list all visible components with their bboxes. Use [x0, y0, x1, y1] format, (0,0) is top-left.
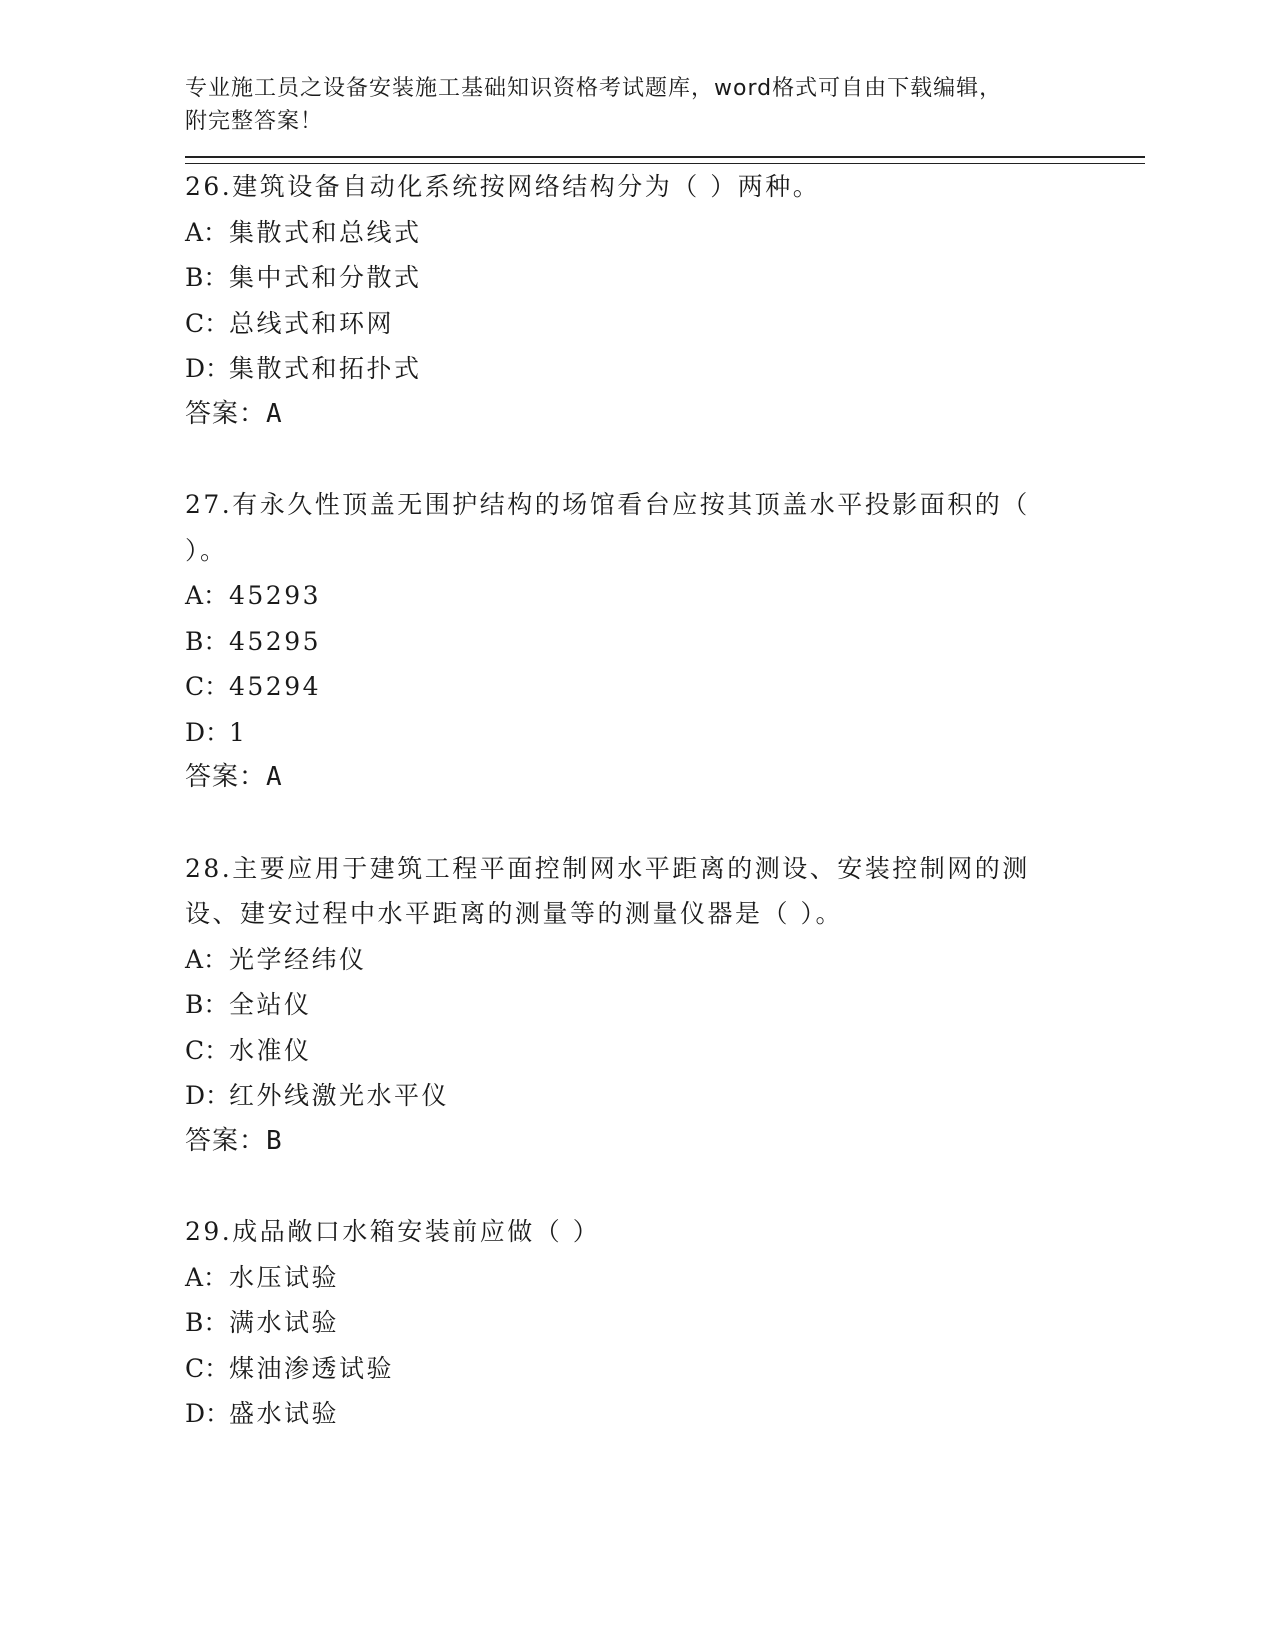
- option-text: 水压试验: [229, 1262, 340, 1292]
- option-letter: D：: [185, 1399, 231, 1428]
- answer-option: [185, 619, 1145, 665]
- question-block: [185, 846, 1145, 1165]
- question-stem-line: ）。: [185, 535, 228, 565]
- question-gap: [185, 801, 1145, 846]
- option-letter: A：: [185, 581, 229, 610]
- option-text: 45294: [229, 672, 322, 701]
- answer-option: [185, 937, 1145, 983]
- question-stem-line: 27.有永久性顶盖无围护结构的场馆看台应按其顶盖水平投影面积的（: [185, 490, 1030, 519]
- option-text: 45293: [229, 581, 322, 610]
- answer-option: [185, 1255, 1145, 1301]
- question-stem-line: 29.成品敞口水箱安装前应做（ ）: [185, 1217, 601, 1246]
- option-letter: D：: [185, 354, 231, 383]
- answer-value: A: [266, 762, 283, 792]
- question-block: [185, 1209, 1145, 1437]
- option-text: 满水试验: [229, 1308, 340, 1337]
- option-letter: D：: [185, 1081, 231, 1110]
- option-text: 煤油渗透试验: [229, 1353, 395, 1383]
- answer-line: [185, 755, 1145, 801]
- option-text: 集散式和拓扑式: [229, 354, 422, 383]
- answer-option: [185, 301, 1145, 347]
- question-stem-line: 设、建安过程中水平距离的测量等的测量仪器是（ ）。: [185, 899, 843, 928]
- question-block: [185, 164, 1145, 437]
- answer-value: A: [266, 398, 283, 429]
- option-letter: B：: [185, 990, 229, 1019]
- header-line-1: 专业施工员之设备安装施工基础知识资格考试题库，word格式可自由下载编辑，: [185, 76, 1003, 101]
- answer-option: [185, 1073, 1145, 1119]
- option-letter: B：: [185, 263, 229, 292]
- option-letter: A：: [185, 217, 229, 247]
- answer-line: [185, 392, 1145, 438]
- answer-option: [185, 1391, 1145, 1437]
- question-stem-line: 26.建筑设备自动化系统按网络结构分为（ ）两种。: [185, 172, 821, 201]
- question-block: [185, 482, 1145, 801]
- option-letter: C：: [185, 1353, 230, 1383]
- answer-option: [185, 573, 1145, 619]
- option-text: 盛水试验: [229, 1399, 340, 1428]
- answer-option: [185, 255, 1145, 301]
- answer-option: [185, 1346, 1145, 1392]
- answer-label: 答案：: [185, 762, 267, 792]
- header-double-rule: [185, 156, 1145, 164]
- answer-option: [185, 1300, 1145, 1346]
- answer-option: [185, 1028, 1145, 1074]
- option-text: 集散式和总线式: [229, 217, 422, 247]
- answer-label: 答案：: [185, 398, 267, 429]
- option-text: 光学经纬仪: [229, 944, 367, 974]
- answer-label: 答案：: [185, 1125, 267, 1156]
- answer-option: [185, 346, 1145, 392]
- question-gap: [185, 437, 1145, 482]
- answer-value: B: [266, 1125, 283, 1156]
- option-letter: B：: [185, 626, 229, 656]
- option-text: 集中式和分散式: [229, 263, 422, 292]
- option-letter: C：: [185, 308, 230, 338]
- option-text: 45295: [229, 626, 322, 656]
- header-line-2: 附完整答案！: [185, 109, 324, 134]
- question-stem-line: 28.主要应用于建筑工程平面控制网水平距离的测设、安装控制网的测: [185, 853, 1030, 883]
- answer-line: [185, 1119, 1145, 1165]
- option-letter: C：: [185, 1035, 230, 1065]
- option-text: 红外线激光水平仪: [229, 1081, 450, 1110]
- option-text: 水准仪: [229, 1035, 312, 1065]
- option-text: 总线式和环网: [229, 308, 395, 338]
- document-page: [185, 72, 1145, 1437]
- option-letter: A：: [185, 1262, 229, 1292]
- option-text: 1: [229, 717, 248, 747]
- answer-option: [185, 210, 1145, 256]
- answer-option: [185, 982, 1145, 1028]
- question-gap: [185, 1164, 1145, 1209]
- option-letter: C：: [185, 672, 230, 701]
- answer-option: [185, 664, 1145, 710]
- option-letter: A：: [185, 944, 229, 974]
- option-letter: B：: [185, 1308, 229, 1337]
- option-text: 全站仪: [229, 990, 312, 1019]
- option-letter: D：: [185, 717, 231, 747]
- question-list: [185, 164, 1145, 1437]
- answer-option: [185, 710, 1145, 756]
